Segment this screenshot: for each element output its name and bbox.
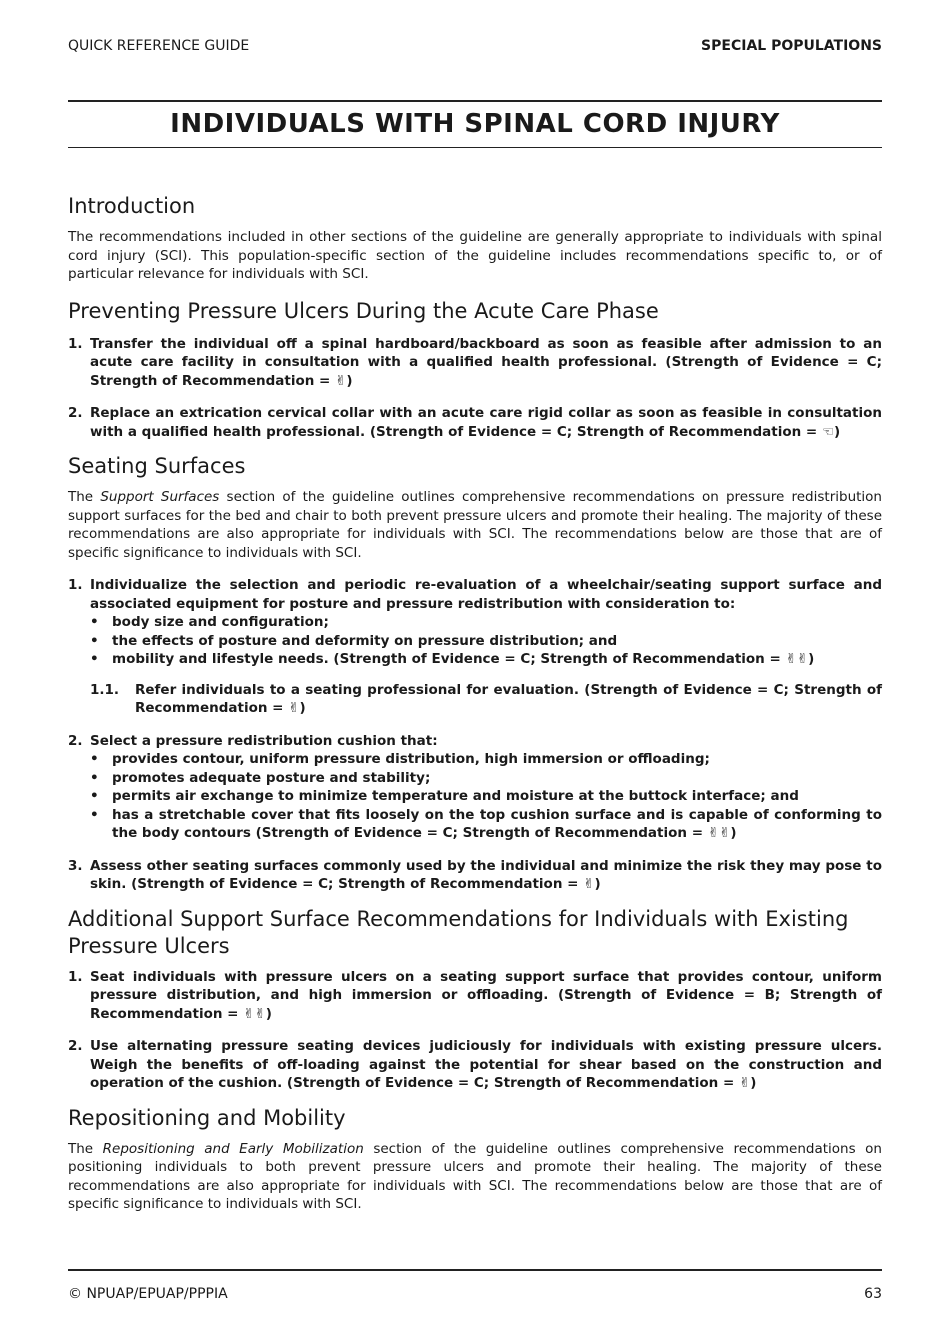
recommendation-item: 2. Use alternating pressure seating devices judiciously for individuals with existing pressure ulcers. Weigh the benefits of off-loading against the potential for shear based on the construction and operation of the cushion. (Strength of Evidence = C; Strength of Recommendation = ✌) (68, 1038, 882, 1091)
page-number: 63 (864, 1286, 882, 1302)
bullet-item: • body size and configuration; (90, 613, 882, 632)
bullet-item: • has a stretchable cover that fits loosely on the top cushion surface and is capable of conforming to the body contours (Strength of Evidence = C; Strength of Recommendation = ✌✌) (90, 806, 882, 843)
bullet-item: • mobility and lifestyle needs. (Strength of Evidence = C; Strength of Recommendation = ✌✌) (90, 650, 882, 669)
section-heading: Repositioning and Mobility (68, 1105, 346, 1130)
footer-rule (68, 1269, 882, 1271)
page-footer (68, 1286, 882, 1302)
section-heading: Additional Support Surface Recommendations for Individuals with Existing Pressure Ulcers (68, 906, 849, 958)
sub-recommendation: 1.1. Refer individuals to a seating professional for evaluation. (Strength of Evidence = C; Strength of Recommendation = ✌) (90, 681, 882, 716)
bullet-item: • permits air exchange to minimize temperature and moisture at the buttock interface; and (90, 787, 882, 806)
page-title: INDIVIDUALS WITH SPINAL CORD INJURY (170, 109, 780, 139)
bullet-list (90, 750, 882, 843)
copyright: © NPUAP/EPUAP/PPPIA (68, 1286, 228, 1302)
recommendation-item: 3. Assess other seating surfaces commonly used by the individual and minimize the risk they may pose to skin. (Strength of Evidence = C; Strength of Recommendation = ✌) (68, 857, 882, 892)
repositioning-paragraph: The Repositioning and Early Mobilization section of the guideline outlines comprehensive recommendations on positioning individuals to both prevent pressure ulcers and promote their healing. The majority of these recommendations are also appropriate for individuals with SCI. The recommendations below are those that are of specific significance to individuals with SCI. (68, 1140, 882, 1212)
section-acute-care (68, 298, 882, 442)
bullet-list (90, 613, 882, 669)
section-seating (68, 453, 882, 894)
header-rule (68, 100, 882, 102)
recommendation-list (68, 576, 882, 894)
recommendation-item: 1. Transfer the individual off a spinal hardboard/backboard as soon as feasible after admission to an acute care facility in consultation with a qualified health professional. (Strength of Evidence = C; Strength of Recommendation = ✌) (68, 335, 882, 389)
page-header (68, 38, 882, 54)
content (68, 193, 882, 1214)
recommendation-item: 1. Individualize the selection and periodic re-evaluation of a wheelchair/seating support surface and associated equipment for posture and pressure redistribution with consideration to: • body size and configuration; • the effects of posture and deformity on pressure distribution; and • mobility and lifestyle needs. (Strength of Evidence = C; Strength of Recommendation = ✌✌) 1.1. Refer individuals to a seating professional for evaluation. (Strength of Evidence = C; Strength of Recommendation = ✌) (68, 576, 882, 718)
bullet-item: • the effects of posture and deformity on pressure distribution; and (90, 632, 882, 651)
section-heading: Seating Surfaces (68, 454, 246, 478)
bullet-item: • promotes adequate posture and stability; (90, 769, 882, 788)
section-heading: Introduction (68, 194, 196, 218)
seating-paragraph: The Support Surfaces section of the guideline outlines comprehensive recommendations on pressure redistribution support surfaces for the bed and chair to both prevent pressure ulcers and promote their healing. The majority of these recommendations are also appropriate for individuals with SCI. The recommendations below are those that are of specific significance to individuals with SCI. (68, 489, 882, 561)
recommendation-item: 1. Seat individuals with pressure ulcers on a seating support surface that provides contour, uniform pressure distribution, and high immersion or offloading. (Strength of Evidence = B; Strength of Recommendation = ✌✌) (68, 968, 882, 1022)
section-label: SPECIAL POPULATIONS (701, 38, 882, 54)
title-rule (68, 147, 882, 148)
section-introduction (68, 193, 882, 284)
section-repositioning (68, 1105, 882, 1214)
section-heading: Preventing Pressure Ulcers During the Acute Care Phase (68, 298, 659, 323)
recommendation-item: 2. Replace an extrication cervical collar with an acute care rigid collar as soon as feasible in consultation with a qualified health professional. (Strength of Evidence = C; Strength of Recommendation = ☜) (68, 405, 882, 440)
recommendation-list (68, 968, 882, 1093)
recommendation-item: 2. Select a pressure redistribution cushion that: • provides contour, uniform pressure distribution, high immersion or offloading; • promotes adequate posture and stability; • permits air exchange to minimize temperature and moisture at the buttock interface; and • has a stretchable cover that fits loosely on the top cushion surface and is capable of conforming to the body contours (Strength of Evidence = C; Strength of Recommendation = ✌✌) (68, 732, 882, 843)
bullet-item: • provides contour, uniform pressure distribution, high immersion or offloading; (90, 750, 882, 769)
guide-label: QUICK REFERENCE GUIDE (68, 38, 250, 54)
intro-paragraph: The recommendations included in other sections of the guideline are generally appropriate to individuals with spinal cord injury (SCI). This population-specific section of the guideline includes recommendations specific to, or of particular relevance for individuals with SCI. (68, 229, 882, 282)
section-additional (68, 906, 882, 1093)
recommendation-list (68, 335, 882, 442)
